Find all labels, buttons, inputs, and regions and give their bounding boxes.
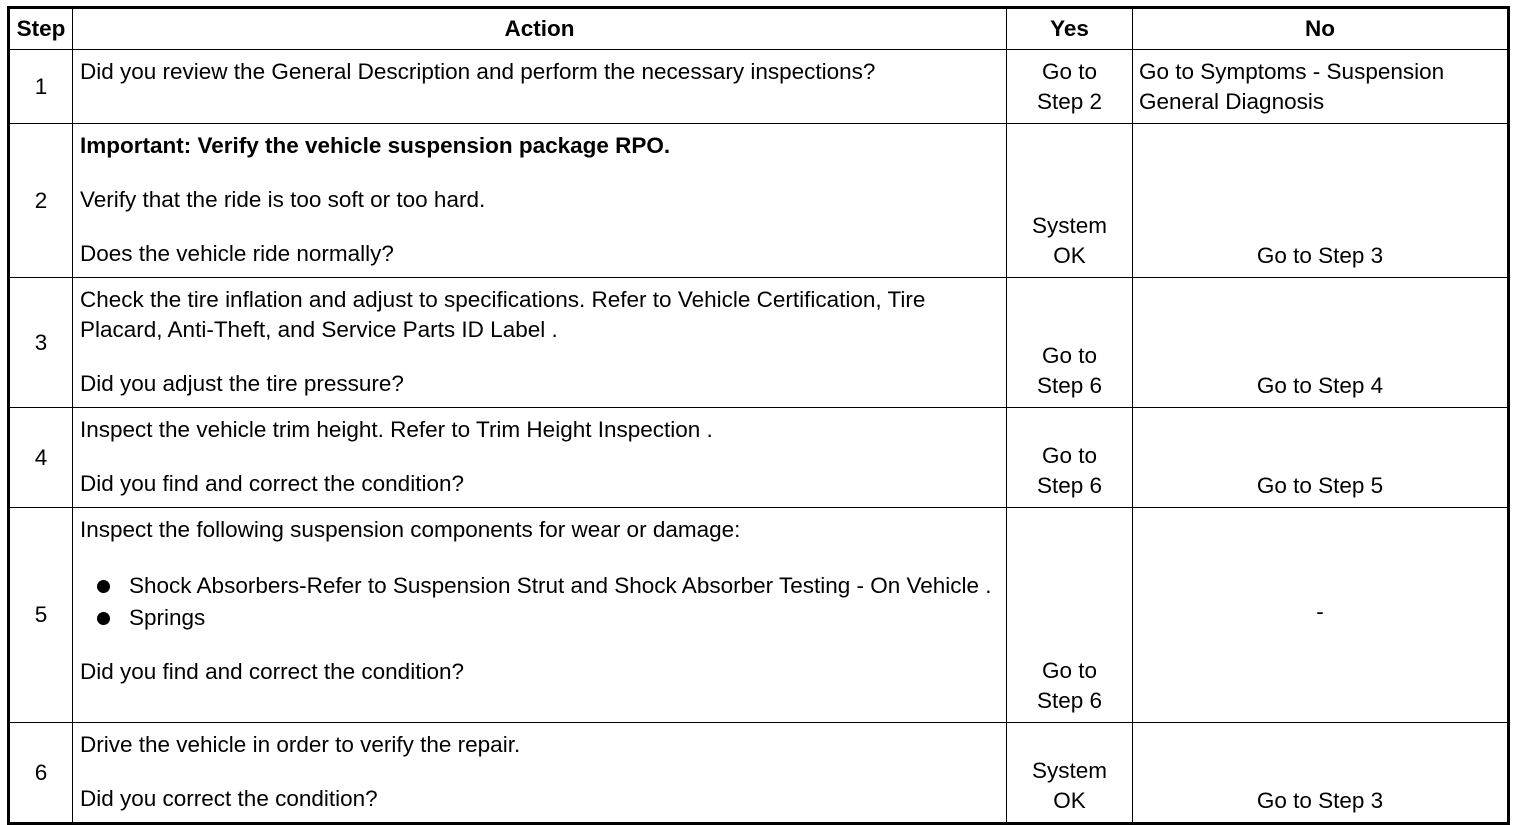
action-text: Check the tire inflation and adjust to specifications. Refer to Vehicle Certification, Tire Placard, Anti-Theft, and Service Parts ID Label . bbox=[80, 287, 926, 342]
yes-line: Step 2 bbox=[1036, 89, 1103, 114]
important-note: Important: Verify the vehicle suspension package RPO. bbox=[80, 133, 671, 158]
yes-cell bbox=[1007, 723, 1133, 824]
no-cell bbox=[1133, 508, 1509, 723]
yes-line: System bbox=[1031, 758, 1107, 783]
yes-line: Go to bbox=[1041, 343, 1098, 368]
no-line: - bbox=[1316, 599, 1324, 624]
diagnostic-table bbox=[7, 6, 1510, 825]
action-text: Did you review the General Description and perform the necessary inspections? bbox=[80, 59, 876, 84]
yes-line: Step 6 bbox=[1036, 373, 1103, 398]
step-number: 1 bbox=[9, 50, 73, 124]
step-number: 2 bbox=[9, 124, 73, 278]
yes-cell bbox=[1007, 278, 1133, 408]
no-line: Go to Step 5 bbox=[1256, 473, 1384, 498]
yes-cell bbox=[1007, 508, 1133, 723]
yes-cell bbox=[1007, 408, 1133, 508]
yes-line: OK bbox=[1053, 788, 1086, 813]
yes-line: Go to bbox=[1041, 443, 1098, 468]
action-question: Did you find and correct the condition? bbox=[80, 659, 464, 684]
header-yes: Yes bbox=[1007, 8, 1133, 50]
no-line: Go to Step 3 bbox=[1256, 243, 1384, 268]
table-row bbox=[9, 408, 1509, 508]
component-list bbox=[80, 571, 1000, 633]
bullet-icon bbox=[97, 612, 110, 625]
header-no: No bbox=[1133, 8, 1509, 50]
yes-line: System bbox=[1031, 213, 1107, 238]
action-cell bbox=[73, 124, 1007, 278]
action-question: Did you find and correct the condition? bbox=[80, 471, 464, 496]
action-cell bbox=[73, 408, 1007, 508]
action-question: Does the vehicle ride normally? bbox=[80, 241, 394, 266]
no-cell bbox=[1133, 408, 1509, 508]
no-line: Go to Step 3 bbox=[1256, 788, 1384, 813]
header-row bbox=[9, 8, 1509, 50]
action-text: Inspect the vehicle trim height. Refer to Trim Height Inspection . bbox=[80, 417, 713, 442]
action-text: Inspect the following suspension components for wear or damage: bbox=[80, 517, 741, 542]
table-row bbox=[9, 124, 1509, 278]
yes-line: OK bbox=[1053, 243, 1086, 268]
action-cell bbox=[73, 50, 1007, 124]
no-cell bbox=[1133, 50, 1509, 124]
yes-line: Step 6 bbox=[1036, 688, 1103, 713]
no-cell bbox=[1133, 278, 1509, 408]
yes-line: Go to bbox=[1041, 658, 1098, 683]
step-number: 4 bbox=[9, 408, 73, 508]
step-number: 3 bbox=[9, 278, 73, 408]
step-number: 5 bbox=[9, 508, 73, 723]
action-question: Did you adjust the tire pressure? bbox=[80, 371, 404, 396]
no-line: Go to Symptoms - Suspension bbox=[1139, 59, 1445, 84]
list-item: Shock Absorbers-Refer to Suspension Strut and Shock Absorber Testing - On Vehicle . bbox=[80, 571, 1000, 601]
action-text: Drive the vehicle in order to verify the repair. bbox=[80, 732, 521, 757]
action-text: Verify that the ride is too soft or too hard. bbox=[80, 187, 486, 212]
bullet-icon bbox=[97, 580, 110, 593]
table-row bbox=[9, 278, 1509, 408]
yes-cell bbox=[1007, 50, 1133, 124]
no-cell bbox=[1133, 723, 1509, 824]
header-action: Action bbox=[73, 8, 1007, 50]
no-line: General Diagnosis bbox=[1139, 89, 1325, 114]
action-cell bbox=[73, 278, 1007, 408]
yes-cell bbox=[1007, 124, 1133, 278]
no-line: Go to Step 4 bbox=[1256, 373, 1384, 398]
table-row bbox=[9, 723, 1509, 824]
table-row bbox=[9, 508, 1509, 723]
step-number: 6 bbox=[9, 723, 73, 824]
action-question: Did you correct the condition? bbox=[80, 786, 378, 811]
yes-line: Go to bbox=[1041, 59, 1098, 84]
table-row bbox=[9, 50, 1509, 124]
no-cell bbox=[1133, 124, 1509, 278]
action-cell bbox=[73, 723, 1007, 824]
yes-line: Step 6 bbox=[1036, 473, 1103, 498]
list-item: Springs bbox=[80, 603, 1000, 633]
action-cell bbox=[73, 508, 1007, 723]
header-step: Step bbox=[9, 8, 73, 50]
